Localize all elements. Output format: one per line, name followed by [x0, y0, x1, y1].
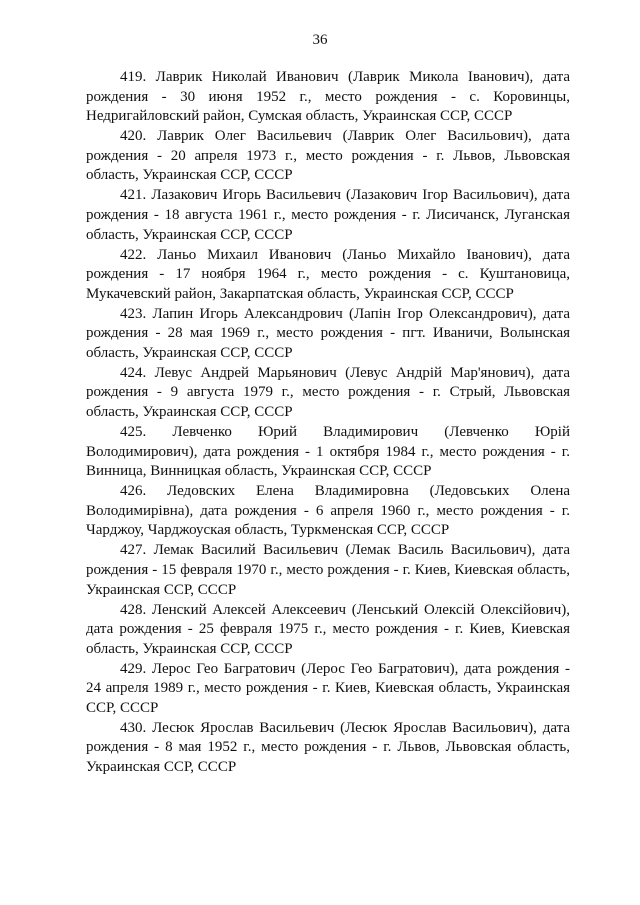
list-item: 430. Лесюк Ярослав Васильевич (Лесюк Ярослав Васильович), дата рождения - 8 мая 1952 г., место рождения - г. Львов, Львовская область, Украинская ССР, СССР [86, 719, 570, 776]
list-item: 424. Левус Андрей Марьянович (Левус Андрій Мар'янович), дата рождения - 9 августа 1979 г., место рождения - г. Стрый, Львовская область, Украинская ССР, СССР [86, 364, 570, 421]
page-number: 36 [312, 32, 328, 48]
list-item: 426. Ледовских Елена Владимировна (Ледовських Олена Володимирівна), дата рождения - 6 апреля 1960 г., место рождения - г. Чарджоу, Чарджоуская область, Туркменская ССР, СССР [86, 483, 570, 539]
list-item: 429. Лерос Гео Багратович (Лерос Гео Багратович), дата рождения - 24 апреля 1989 г., место рождения - г. Киев, Киевская область, Украинская ССР, СССР [86, 660, 570, 716]
list-item: 420. Лаврик Олег Васильевич (Лаврик Олег Васильович), дата рождения - 20 апреля 1973 г., место рождения - г. Львов, Львовская область, Украинская ССР, СССР [86, 128, 570, 184]
entry-list [86, 68, 570, 778]
list-item: 422. Ланьо Михаил Иванович (Ланьо Михайло Іванович), дата рождения - 17 ноября 1964 г., место рождения - с. Куштановица, Мукачевский район, Закарпатская область, Украинская ССР, СССР [86, 246, 570, 302]
list-item: 419. Лаврик Николай Иванович (Лаврик Микола Іванович), дата рождения - 30 июня 1952 г., место рождения - с. Коровинцы, Недригайловский район, Сумская область, Украинская ССР, СССР [86, 69, 570, 125]
list-item: 421. Лазакович Игорь Васильевич (Лазакович Ігор Васильович), дата рождения - 18 августа 1961 г., место рождения - г. Лисичанск, Луганская область, Украинская ССР, СССР [86, 187, 570, 243]
list-item: 427. Лемак Василий Васильевич (Лемак Василь Васильович), дата рождения - 15 февраля 1970 г., место рождения - г. Киев, Киевская область, Украинская ССР, СССР [86, 542, 570, 598]
list-item: 425. Левченко Юрий Владимирович (Левченко Юрій Володимирович), дата рождения - 1 октября 1984 г., место рождения - г. Винница, Винницкая область, Украинская ССР, СССР [86, 424, 570, 480]
list-item: 428. Ленский Алексей Алексеевич (Ленський Олексій Олексійович), дата рождения - 25 февраля 1975 г., место рождения - г. Киев, Киевская область, Украинская ССР, СССР [86, 601, 570, 657]
list-item: 423. Лапин Игорь Александрович (Лапін Ігор Олександрович), дата рождения - 28 мая 1969 г., место рождения - пгт. Иваничи, Волынская область, Украинская ССР, СССР [86, 305, 570, 361]
